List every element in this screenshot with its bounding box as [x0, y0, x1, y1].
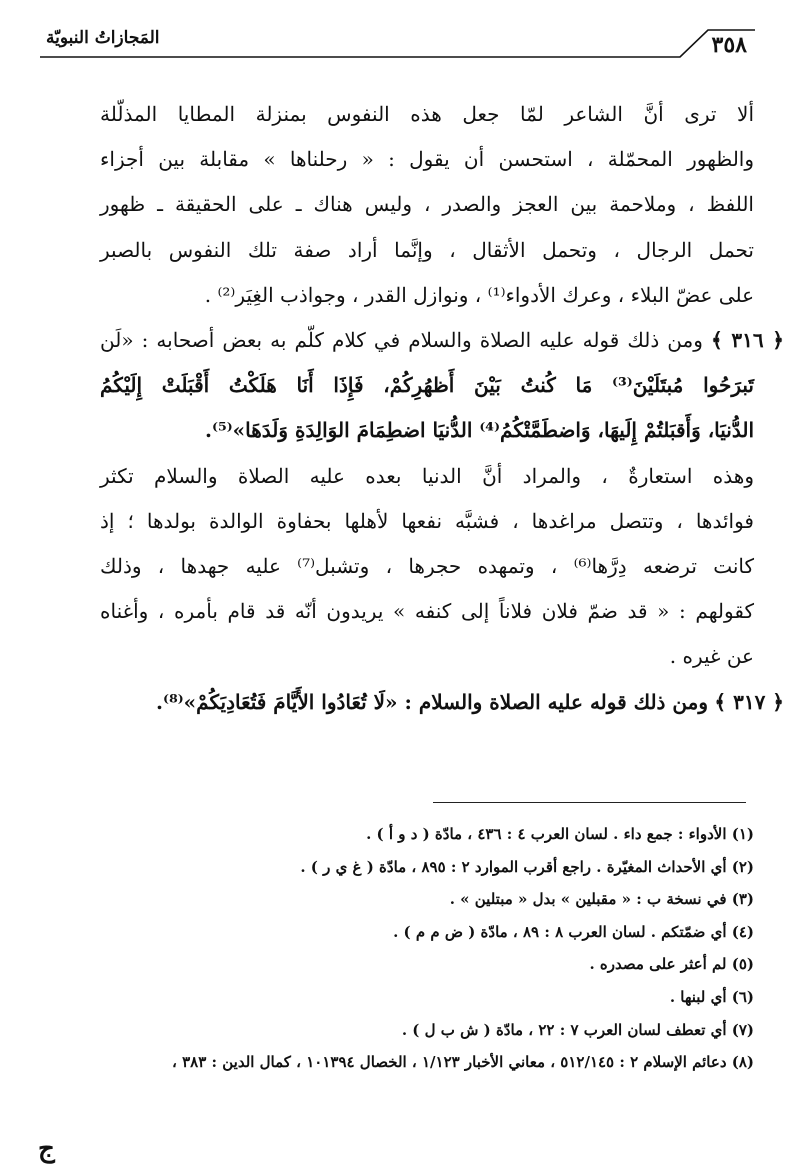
footnote: (٤) أي ضمّتكم . لسان العرب ٨ : ٨٩ ، مادّة ( ض م م ) .	[393, 922, 754, 941]
hadith-317	[100, 680, 784, 725]
text-line: تحمل الرجال ، وتحمل الأثقال ، وإنَّما أراد صفة تلك النفوس بالصبر	[100, 237, 754, 262]
text-line: اللفظ ، وملاحمة بين العجز والصدر ، وليس هناك ـ على الحقيقة ـ ظهور	[100, 192, 754, 217]
hadith-intro: ومن ذلك قوله عليه الصلاة والسلام في كلام كلّم به بعض أصحابه : «لَن	[100, 328, 703, 353]
page-header	[40, 22, 755, 62]
text-line: وهذه استعارةٌ ، والمراد أنَّ الدنيا بعده عليه الصلاة والسلام تكثر	[100, 463, 754, 488]
hadith-text: ومن ذلك قوله عليه الصلاة والسلام : «لَا تُعَادُوا الأَيَّامَ فَتُعَادِيَكُمْ»⁽⁸⁾.	[156, 689, 709, 714]
text-line: على عضّ البلاء ، وعرك الأدواء⁽¹⁾ ، ونوازل القدر ، وجواذب الغِيَر⁽²⁾ .	[204, 282, 754, 307]
item-number: ﴿ ٣١٧ ﴾	[714, 689, 784, 714]
footnote: (٣) في نسخة ب : « مقبلين » بدل « مبتلين » .	[449, 890, 754, 909]
footnotes	[40, 818, 754, 1079]
footnote: (٥) لم أعثر على مصدره .	[589, 955, 754, 974]
hadith-316	[100, 318, 784, 363]
text-line: ألا ترى أنَّ الشاعر لمّا جعل هذه النفوس بمنزلة المطايا المذلّلة	[100, 102, 754, 126]
hadith-quote-line: تَبرَحُوا مُبتَلَيْنَ⁽³⁾ مَا كُنتُ بَيْنَ أَظهُرِكُمْ، فَإِذَا أَنَا هَلَكْتُ أَقْبَلَتْ إِلَيْكُمُ	[100, 373, 754, 398]
running-title: المَجازاتُ النبويّة	[46, 28, 160, 48]
continuation-mark: ج	[38, 1134, 55, 1164]
footnote: (٦) أي لبنها .	[669, 987, 754, 1006]
footnote-separator	[433, 802, 746, 803]
footnote: (١) الأدواء : جمع داء . لسان العرب ٤ : ٤٣٦ ، مادّة ( د و أ ) .	[366, 825, 754, 843]
text-line: فوائدها ، وتتصل مراغدها ، فشبَّه نفعها لأهلها بحفاوة الوالدة بولدها ؛ إذ	[100, 508, 754, 533]
text-line: والظهور المحمّلة ، استحسن أن يقول : « رحلناها » مقابلة بين أجزاء	[100, 147, 754, 172]
page-number: ٣٥٨	[711, 32, 747, 58]
item-number: ﴿ ٣١٦ ﴾	[710, 328, 785, 353]
main-text	[100, 92, 785, 725]
text-line: كانت ترضعه دِرَّها⁽⁶⁾ ، وتمهده حجرها ، وتشبل⁽⁷⁾ عليه جهدها ، وذلك	[100, 554, 755, 579]
text-line: كقولهم : « قد ضمّ فلان فلاناً إلى كنفه » يريدون أنّه قد قام بأمره ، وأغناه	[100, 599, 754, 624]
text-line: عن غيره .	[669, 644, 754, 669]
hadith-quote-line: الدُّنيَا، وَأَقبَلتُمْ إِلَيهَا، وَاضطَمَّتْكُمُ⁽⁴⁾ الدُّنيَا اضطِمَامَ الوَالِدَةِ وَلَدَهَا»⁽⁵⁾.	[205, 418, 754, 443]
footnote: (٢) أي الأحداث المغيّرة . راجع أقرب الموارد ٢ : ٨٩٥ ، مادّة ( غ ي ر ) .	[300, 857, 754, 876]
footnote: (٧) أي تعطف لسان العرب ٧ : ٢٢ ، مادّة ( ش ب ل ) .	[401, 1020, 754, 1039]
footnote: (٨) دعائم الإسلام ٢ : ٥١٢/١٤٥ ، معاني الأخبار ١/١٢٣ ، الخصال ١٠١٣٩٤ ، كمال الدين : ٣٨٣ ،	[172, 1053, 754, 1072]
